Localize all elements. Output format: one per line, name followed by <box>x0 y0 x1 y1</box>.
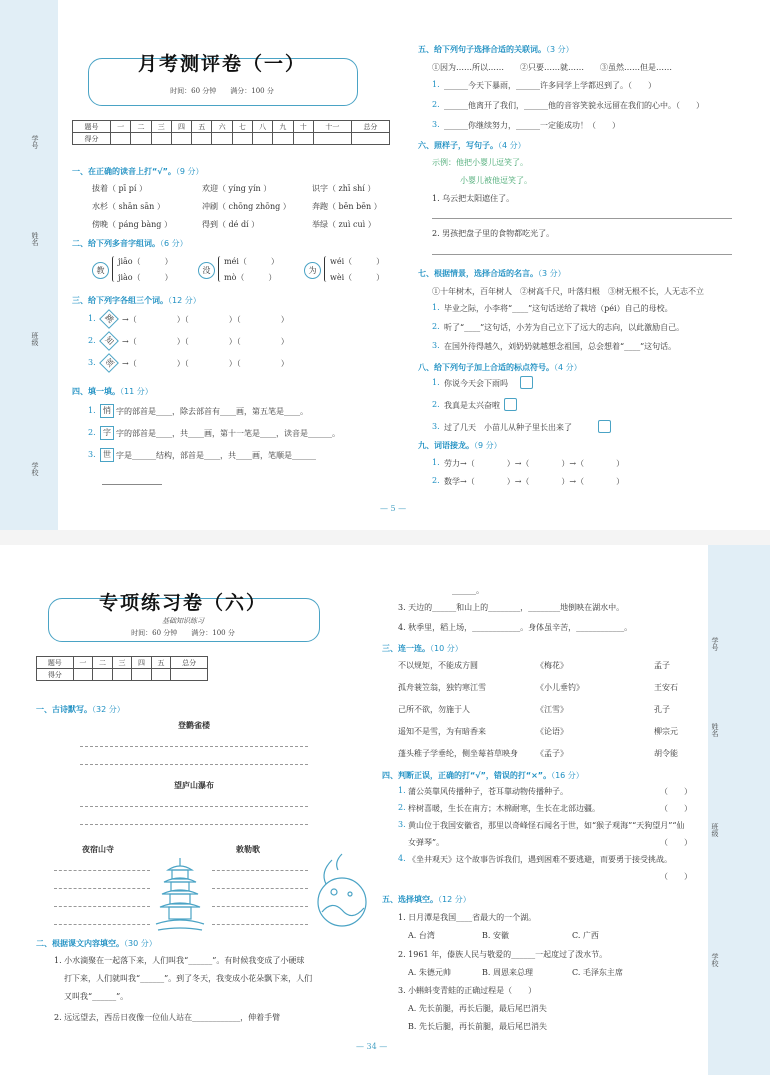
choice-q2-a: A. 朱德元帅 <box>408 968 451 977</box>
rewrite-item-2: 2. 男孩把盘子里的食物都吃光了。 <box>432 229 555 238</box>
score-cell <box>131 133 151 145</box>
answer-line <box>54 906 150 907</box>
polyphone-reading-a: méi（ ） <box>224 257 279 266</box>
section-5-title: 五、选择填空。（12 分） <box>382 895 471 904</box>
section-4-title: 四、填一填。（11 分） <box>72 387 153 396</box>
section-8-title: 八、给下列句子加上合适的标点符号。（4 分） <box>418 363 582 372</box>
char-box: 字 <box>100 426 114 440</box>
pinyin-choice: 得到（ dé dí ） <box>202 220 260 229</box>
section-5-title: 五、给下列句子选择合适的关联词。（3 分） <box>418 45 574 54</box>
score-header-cell: 七 <box>232 121 252 133</box>
score-header-cell: 总分 <box>351 121 389 133</box>
item-text: 劳力→（ ）→（ ）→（ ） <box>444 459 625 468</box>
item-number: 2. <box>432 322 440 331</box>
item-number: 3. <box>88 450 96 459</box>
section-2-title: 二、给下列多音字组词。（6 分） <box>72 239 188 248</box>
char-box: 领 <box>99 353 119 373</box>
match-quote: 遥知不是雪，为有暗香来 <box>398 727 486 736</box>
score-cell <box>253 133 273 145</box>
choice-q3-b: B. 先长后腿，再长前腿，最后尾巴消失 <box>408 1022 547 1031</box>
conjunction-options: ①因为……所以…… ②只要……就…… ③虽然……但是…… <box>432 63 672 72</box>
score-header-cell: 八 <box>253 121 273 133</box>
choice-q1-b: B. 安徽 <box>482 931 509 940</box>
item-text: 毕业之际，小李将“____”这句话送给了栽培（péi）自己的母校。 <box>444 304 673 313</box>
statement-text: 《坐井观天》这个故事告诉我们，遇到困难不要逃避，而要勇于接受挑战。 <box>408 855 672 864</box>
score-header-cell: 题号 <box>73 121 111 133</box>
score-header-cell: 九 <box>273 121 293 133</box>
score-header-cell: 二 <box>131 121 151 133</box>
score-header-cell: 四 <box>171 121 191 133</box>
polyphone-reading-b: jiào（ ） <box>118 273 173 282</box>
score-cell <box>93 669 113 681</box>
name-label: 姓名 <box>31 232 39 246</box>
score-cell <box>73 669 93 681</box>
punctuation-box <box>520 376 533 389</box>
item-text: 我真是太兴奋啦 <box>444 401 500 410</box>
poem-title-2: 望庐山瀑布 <box>174 781 214 790</box>
fill-continuation: ______。 <box>452 586 484 595</box>
pinyin-choice: 欢迎（ yíng yín ） <box>202 184 272 193</box>
choice-q1: 1. 日月潭是我国____省最大的一个湖。 <box>398 913 537 922</box>
left-margin-strip <box>0 0 58 530</box>
punctuation-box <box>598 420 611 433</box>
statement-text: 女弹琴”。 <box>408 838 445 847</box>
page-number: — 34 — <box>356 1042 388 1051</box>
match-source: 《梅花》 <box>536 661 568 670</box>
answer-line <box>102 484 162 485</box>
fill-item-3: 3. 天边的______和山上的________，________地倒映在湖水中。 <box>398 603 625 612</box>
answer-line <box>212 924 308 925</box>
answer-line <box>80 806 308 807</box>
brace <box>112 256 117 282</box>
score-header-cell: 四 <box>132 657 152 669</box>
fill-text: 字的部首是____，共____画，第十一笔是____，读音是______。 <box>116 429 340 438</box>
answer-line <box>80 764 308 765</box>
section-4-title: 四、判断正误，正确的打“√”，错误的打“×”。（16 分） <box>382 771 584 780</box>
page-number: — 5 — <box>380 504 407 513</box>
section-3-title: 三、给下列字各组三个词。（12 分） <box>72 296 201 305</box>
score-header-cell: 三 <box>151 121 171 133</box>
pinyin-choice: 水杉（ shān sān ） <box>92 202 165 211</box>
choice-q2: 2. 1961 年，傣族人民与敬爱的______一起度过了泼水节。 <box>398 950 608 959</box>
fill-text: 字的部首是____，除去部首有____画，第五笔是____。 <box>116 407 308 416</box>
page-gap <box>0 530 770 545</box>
item-number: 1. <box>432 303 440 312</box>
choice-q2-b: B. 周恩来总理 <box>482 968 533 977</box>
right-margin-strip <box>708 545 770 1075</box>
answer-line <box>212 888 308 889</box>
polyphone-reading-b: wèi（ ） <box>330 273 385 282</box>
fill-item-1a: 1. 小水滴聚在一起落下来，人们叫我“______”。有时候我变成了小硬球 <box>54 956 305 965</box>
page-subtitle: 时间：60 分钟 满分：100 分 <box>170 87 274 95</box>
match-source: 《江雪》 <box>536 705 568 714</box>
moon-illustration <box>312 852 370 934</box>
score-cell <box>351 133 389 145</box>
class-label: 班级 <box>31 332 39 346</box>
char-box: 跳 <box>99 309 119 329</box>
item-number: 2. <box>432 400 440 409</box>
choice-q2-c: C. 毛泽东主席 <box>572 968 623 977</box>
statement-text: 梓树喜暖，生长在南方；木棉耐寒，生长在北部边疆。 <box>408 804 600 813</box>
item-number: 1. <box>88 406 96 415</box>
school-label: 学校 <box>711 953 719 967</box>
polyphone-char: 教 <box>92 262 109 279</box>
score-header-cell: 总分 <box>171 657 208 669</box>
answer-line <box>432 218 732 219</box>
score-cell <box>132 669 152 681</box>
polyphone-reading-a: jiāo（ ） <box>118 257 173 266</box>
answer-paren: （ ） <box>660 838 692 847</box>
section-2-title: 二、根据课文内容填空。（30 分） <box>36 939 157 948</box>
match-author: 胡令能 <box>654 749 678 758</box>
word-blanks: →（ ）（ ）（ ） <box>122 337 289 346</box>
score-cell <box>293 133 313 145</box>
pinyin-choice: 奔跑（ bēn bēn ） <box>312 202 382 211</box>
score-header-cell: 题号 <box>37 657 74 669</box>
statement-text: 蒲公英靠风传播种子，苍耳靠动物传播种子。 <box>408 787 568 796</box>
char-box: 世 <box>100 448 114 462</box>
item-text: ______他离开了我们，______他的音容笑貌永远留在我们的心中。（ ） <box>444 101 704 110</box>
score-cell <box>112 669 132 681</box>
quote-options: ①十年树木，百年树人 ②树高千尺，叶落归根 ③树无根不长，人无志不立 <box>432 287 704 296</box>
polyphone-reading-a: wéi（ ） <box>330 257 385 266</box>
answer-paren: （ ） <box>660 872 692 881</box>
score-row-label: 得分 <box>73 133 111 145</box>
pinyin-choice: 冲刷（ chōng zhōng ） <box>202 202 291 211</box>
answer-line <box>80 746 308 747</box>
school-label: 学校 <box>31 462 39 476</box>
statement-text: 黄山位于我国安徽省，那里以奇峰怪石闻名于世，如“猴子观海”“天狗望月”“仙 <box>408 821 685 830</box>
item-number: 1. <box>432 378 440 387</box>
match-author: 孟子 <box>654 661 670 670</box>
choice-q1-c: C. 广西 <box>572 931 599 940</box>
item-number: 1. <box>88 314 96 323</box>
answer-line <box>212 906 308 907</box>
section-1-title: 一、古诗默写。（32 分） <box>36 705 125 714</box>
fill-item-4: 4. 秋季里，稻上场，____________。身体虽辛苦，____________。 <box>398 623 633 632</box>
score-cell <box>313 133 351 145</box>
score-row-label: 得分 <box>37 669 74 681</box>
class-label: 班级 <box>711 823 719 837</box>
score-header-cell: 六 <box>212 121 232 133</box>
section-1-title: 一、在正确的读音上打“√”。（9 分） <box>72 167 204 176</box>
match-quote: 己所不欲，勿施于人 <box>398 705 470 714</box>
score-cell <box>171 669 208 681</box>
score-table <box>36 656 208 681</box>
item-number: 3. <box>398 820 406 829</box>
score-header-cell: 三 <box>112 657 132 669</box>
score-header-cell: 二 <box>93 657 113 669</box>
answer-paren: （ ） <box>660 787 692 796</box>
char-box: 知 <box>99 331 119 351</box>
match-source: 《小儿垂钓》 <box>536 683 584 692</box>
page-subtitle: 基础知识练习 <box>162 617 204 625</box>
char-box: 悄 <box>100 404 114 418</box>
student-id-label: 学号 <box>711 637 719 651</box>
page-title: 专项练习卷（六） <box>98 592 267 614</box>
match-author: 孔子 <box>654 705 670 714</box>
score-table <box>72 120 390 145</box>
brace <box>218 256 223 282</box>
item-text: 在国外待得越久，刘奶奶就越想念祖国，总会想着“____”这句话。 <box>444 342 677 351</box>
score-header-cell: 五 <box>151 657 171 669</box>
pinyin-choice: 拔着（ pī pí ） <box>92 184 147 193</box>
name-label: 姓名 <box>711 723 719 737</box>
word-blanks: →（ ）（ ）（ ） <box>122 359 289 368</box>
item-text: 你说今天会下雨吗 <box>444 379 508 388</box>
score-cell <box>151 133 171 145</box>
rewrite-item-1: 1. 乌云把太阳遮住了。 <box>432 194 515 203</box>
score-header-cell: 一 <box>73 657 93 669</box>
item-number: 1. <box>398 786 406 795</box>
score-cell <box>151 669 171 681</box>
item-text: ______你继续努力，______一定能成功！（ ） <box>444 121 620 130</box>
pinyin-choice: 举绿（ zuì cuì ） <box>312 220 376 229</box>
item-number: 1. <box>432 458 440 467</box>
poem-title-4: 敕勒歌 <box>236 845 260 854</box>
fill-item-1b: 打下来，人们就叫我“______”。到了冬天，我变成小花朵飘下来，人们 <box>64 974 313 983</box>
match-source: 《孟子》 <box>536 749 568 758</box>
choice-q1-a: A. 台湾 <box>408 931 435 940</box>
choice-q3: 3. 小蝌蚪变青蛙的正确过程是（ ） <box>398 986 537 995</box>
example-sentence-2: 小婴儿被他逗笑了。 <box>460 176 532 185</box>
section-6-title: 六、照样子，写句子。（4 分） <box>418 141 526 150</box>
pagoda-illustration <box>152 854 208 934</box>
item-number: 3. <box>88 358 96 367</box>
item-number: 4. <box>398 854 406 863</box>
word-blanks: →（ ）（ ）（ ） <box>122 315 289 324</box>
poem-title-1: 登鹳雀楼 <box>178 721 210 730</box>
example-sentence-1: 示例：他把小婴儿逗笑了。 <box>432 158 528 167</box>
item-number: 1. <box>432 80 440 89</box>
fill-text: 字是______结构，部首是____，共____画，笔顺是______ <box>116 451 316 460</box>
item-text: ______今天下暴雨，______许多同学上学都迟到了。（ ） <box>444 81 656 90</box>
choice-q3-a: A. 先长前腿，再长后腿，最后尾巴消失 <box>408 1004 547 1013</box>
match-source: 《论语》 <box>536 727 568 736</box>
poem-title-3: 夜宿山寺 <box>82 845 114 854</box>
item-text: 过了几天 小苗儿从种子里长出来了 <box>444 423 572 432</box>
answer-line <box>212 870 308 871</box>
item-number: 3. <box>432 422 440 431</box>
student-id-label: 学号 <box>31 135 39 149</box>
match-author: 柳宗元 <box>654 727 678 736</box>
section-7-title: 七、根据情景，选择合适的名言。（3 分） <box>418 269 566 278</box>
answer-line <box>54 924 150 925</box>
score-cell <box>212 133 232 145</box>
score-cell <box>273 133 293 145</box>
polyphone-char: 为 <box>304 262 321 279</box>
fill-item-1c: 又叫我“______”。 <box>64 992 129 1001</box>
page-title: 月考测评卷（一） <box>137 53 306 75</box>
brace <box>324 256 329 282</box>
match-quote: 蓬头稚子学垂纶，侧坐莓苔草映身 <box>398 749 518 758</box>
item-number: 3. <box>432 341 440 350</box>
section-9-title: 九、词语接龙。（9 分） <box>418 441 502 450</box>
answer-line <box>54 888 150 889</box>
item-number: 3. <box>432 120 440 129</box>
answer-line <box>54 870 150 871</box>
match-quote: 孤舟蓑笠翁，独钓寒江雪 <box>398 683 486 692</box>
match-quote: 不以规矩，不能成方圆 <box>398 661 478 670</box>
match-author: 王安石 <box>654 683 678 692</box>
item-text: 数学→（ ）→（ ）→（ ） <box>444 477 625 486</box>
item-number: 2. <box>432 476 440 485</box>
punctuation-box <box>504 398 517 411</box>
polyphone-char: 没 <box>198 262 215 279</box>
score-cell <box>232 133 252 145</box>
answer-line <box>80 824 308 825</box>
score-header-cell: 一 <box>111 121 131 133</box>
page-time-score: 时间：60 分钟 满分：100 分 <box>131 629 235 637</box>
item-number: 2. <box>88 336 96 345</box>
pinyin-choice: 识字（ zhī shí ） <box>312 184 376 193</box>
score-header-cell: 十 <box>293 121 313 133</box>
score-cell <box>111 133 131 145</box>
score-cell <box>192 133 212 145</box>
score-cell <box>171 133 191 145</box>
item-text: 听了“____”这句话，小芳为自己立下了远大的志向，以此激励自己。 <box>444 323 685 332</box>
score-header-cell: 五 <box>192 121 212 133</box>
section-2-body <box>92 256 402 286</box>
item-number: 2. <box>432 100 440 109</box>
score-header-cell: 十一 <box>313 121 351 133</box>
pinyin-choice: 傍晚（ páng bàng ） <box>92 220 172 229</box>
item-number: 2. <box>398 803 406 812</box>
fill-item-2: 2. 远远望去，西岳日夜像一位仙人站在____________，伸着手臂 <box>54 1013 281 1022</box>
answer-line <box>432 254 732 255</box>
polyphone-reading-b: mò（ ） <box>224 273 277 282</box>
section-3-title: 三、连一连。（10 分） <box>382 644 463 653</box>
answer-paren: （ ） <box>660 804 692 813</box>
item-number: 2. <box>88 428 96 437</box>
